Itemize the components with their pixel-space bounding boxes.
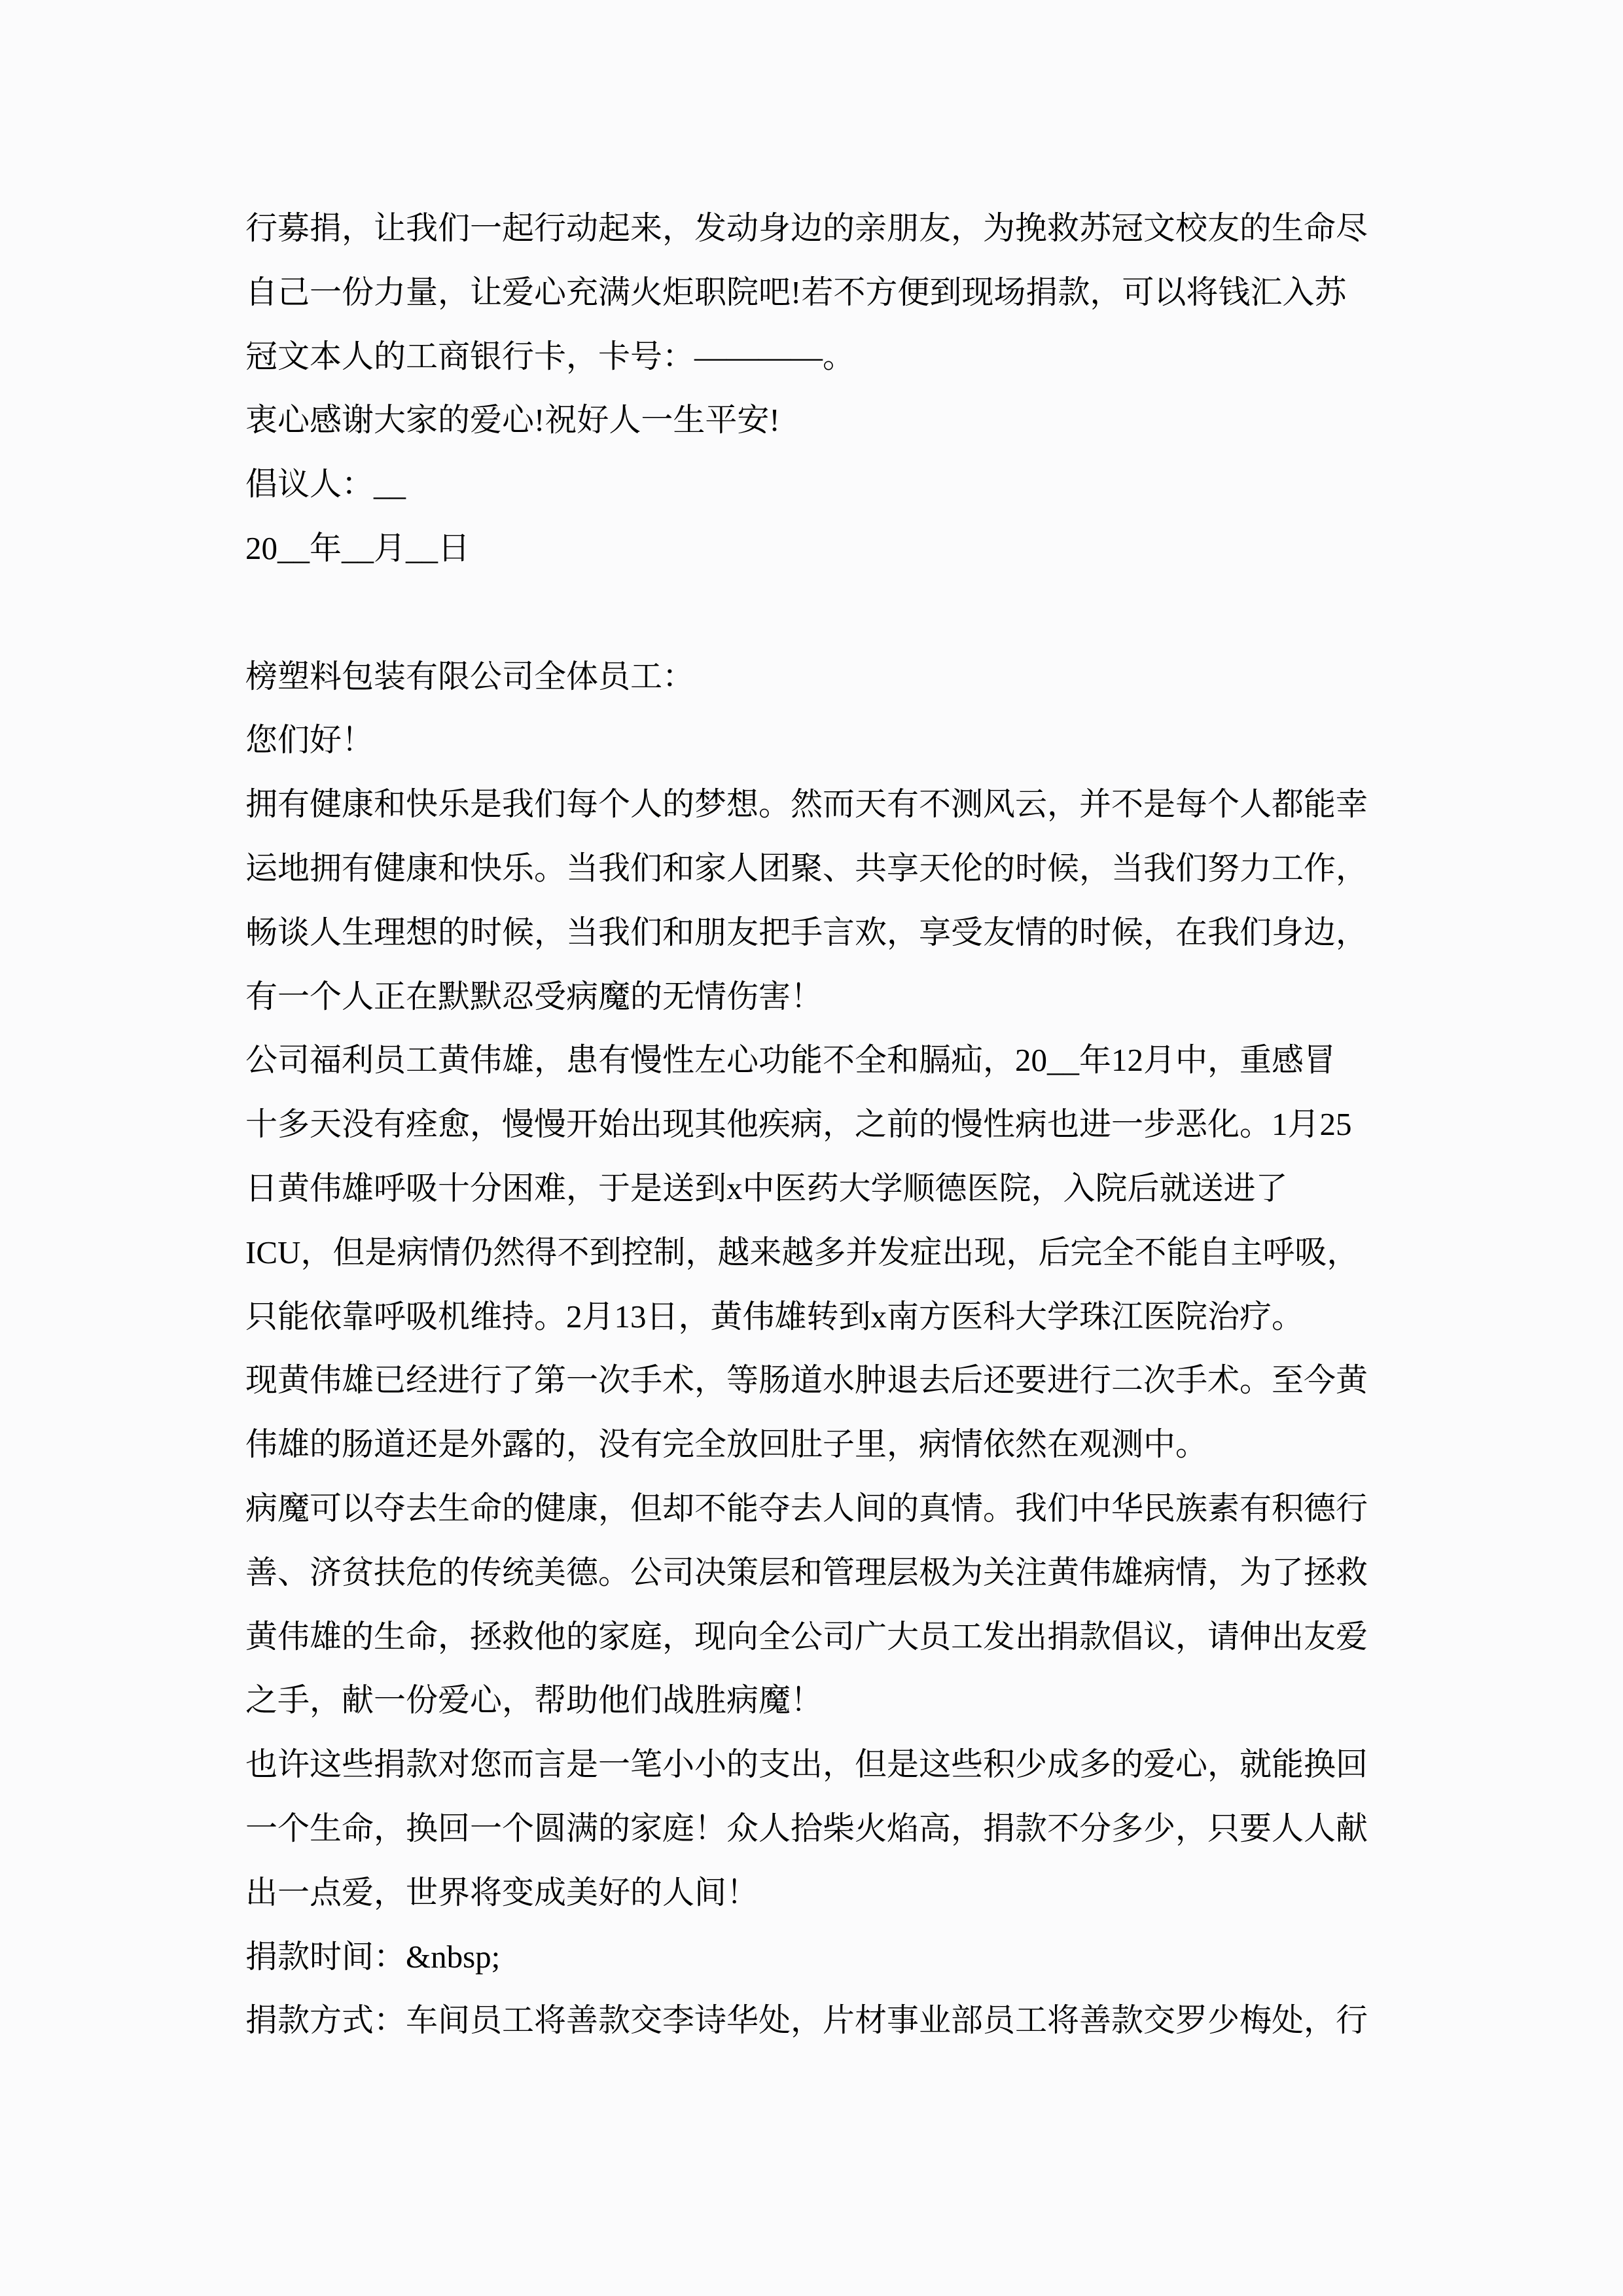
text-line: 伟雄的肠道还是外露的，没有完全放回肚子里，病情依然在观测中。 bbox=[245, 1426, 1208, 1463]
date-line bbox=[245, 516, 1379, 581]
text-line: 公司福利员工黄伟雄，患有慢性左心功能不全和膈疝，20__年12月中，重感冒 bbox=[245, 1042, 1336, 1079]
signature-line bbox=[245, 452, 1379, 516]
text-line: 病魔可以夺去生命的健康，但却不能夺去人间的真情。我们中华民族素有积德行 bbox=[245, 1490, 1368, 1526]
text-line: 现黄伟雄已经进行了第一次手术，等肠道水肿退去后还要进行二次手术。至今黄 bbox=[245, 1362, 1368, 1399]
text-line: 倡议人：__ bbox=[245, 466, 406, 503]
blank-line bbox=[245, 581, 1379, 645]
text-line: 捐款时间：&nbsp; bbox=[245, 1938, 501, 1975]
paragraph-patient-condition bbox=[245, 1028, 1379, 1477]
greeting-line bbox=[245, 708, 1379, 772]
paragraph-fundraising-continuation bbox=[245, 196, 1379, 388]
text-line: 十多天没有痊愈，慢慢开始出现其他疾病，之前的慢性病也进一步恶化。1月25 bbox=[245, 1106, 1352, 1143]
text-line: 只能依靠呼吸机维持。2月13日，黄伟雄转到x南方医科大学珠江医院治疗。 bbox=[245, 1298, 1304, 1335]
text-line: ICU，但是病情仍然得不到控制，越来越多并发症出现，后完全不能自主呼吸， bbox=[245, 1234, 1359, 1270]
text-line: 日黄伟雄呼吸十分困难，于是送到x中医药大学顺德医院，入院后就送进了 bbox=[245, 1170, 1288, 1206]
document-text-body bbox=[245, 196, 1379, 2053]
text-line: 之手，献一份爱心，帮助他们战胜病魔！ bbox=[245, 1682, 823, 1719]
text-line: 拥有健康和快乐是我们每个人的梦想。然而天有不测风云，并不是每个人都能幸 bbox=[245, 786, 1368, 823]
text-line: 行募捐，让我们一起行动起来，发动身边的亲朋友，为挽救苏冠文校友的生命尽 bbox=[245, 210, 1368, 246]
donation-time-line bbox=[245, 1925, 1379, 1989]
text-line: 畅谈人生理想的时候，当我们和朋友把手言欢，享受友情的时候，在我们身边， bbox=[245, 914, 1368, 950]
text-line: 善、济贫扶危的传统美德。公司决策层和管理层极为关注黄伟雄病情，为了拯救 bbox=[245, 1554, 1368, 1590]
text-line: 20__年__月__日 bbox=[245, 529, 471, 566]
text-line: 有一个人正在默默忍受病魔的无情伤害！ bbox=[245, 978, 823, 1014]
text-line: 黄伟雄的生命，拯救他的家庭，现向全公司广大员工发出捐款倡议，请伸出友爱 bbox=[245, 1618, 1368, 1655]
text-line: 衷心感谢大家的爱心!祝好人一生平安! bbox=[245, 402, 780, 439]
paragraph-every-bit-helps bbox=[245, 1732, 1379, 1924]
text-line bbox=[245, 581, 1379, 645]
donation-method-line bbox=[245, 1988, 1379, 2053]
text-line: 冠文本人的工商银行卡，卡号：————。 bbox=[245, 338, 855, 374]
text-line: 榜塑料包装有限公司全体员工： bbox=[245, 658, 695, 694]
text-line: 运地拥有健康和快乐。当我们和家人团聚、共享天伦的时候，当我们努力工作， bbox=[245, 850, 1368, 886]
text-line: 您们好！ bbox=[245, 722, 374, 759]
text-line: 出一点爱，世界将变成美好的人间！ bbox=[245, 1874, 759, 1910]
text-line: 也许这些捐款对您而言是一笔小小的支出，但是这些积少成多的爱心，就能换回 bbox=[245, 1746, 1368, 1783]
text-line: 捐款方式：车间员工将善款交李诗华处，片材事业部员工将善款交罗少梅处，行 bbox=[245, 2002, 1368, 2039]
paragraph-thanks bbox=[245, 388, 1379, 452]
paragraph-health-dream bbox=[245, 772, 1379, 1028]
salutation-line bbox=[245, 645, 1379, 709]
text-line: 一个生命，换回一个圆满的家庭！众人拾柴火焰高，捐款不分多少，只要人人献 bbox=[245, 1810, 1368, 1846]
paragraph-donation-appeal bbox=[245, 1477, 1379, 1732]
text-line: 自己一份力量，让爱心充满火炬职院吧!若不方便到现场捐款，可以将钱汇入苏 bbox=[245, 274, 1347, 310]
